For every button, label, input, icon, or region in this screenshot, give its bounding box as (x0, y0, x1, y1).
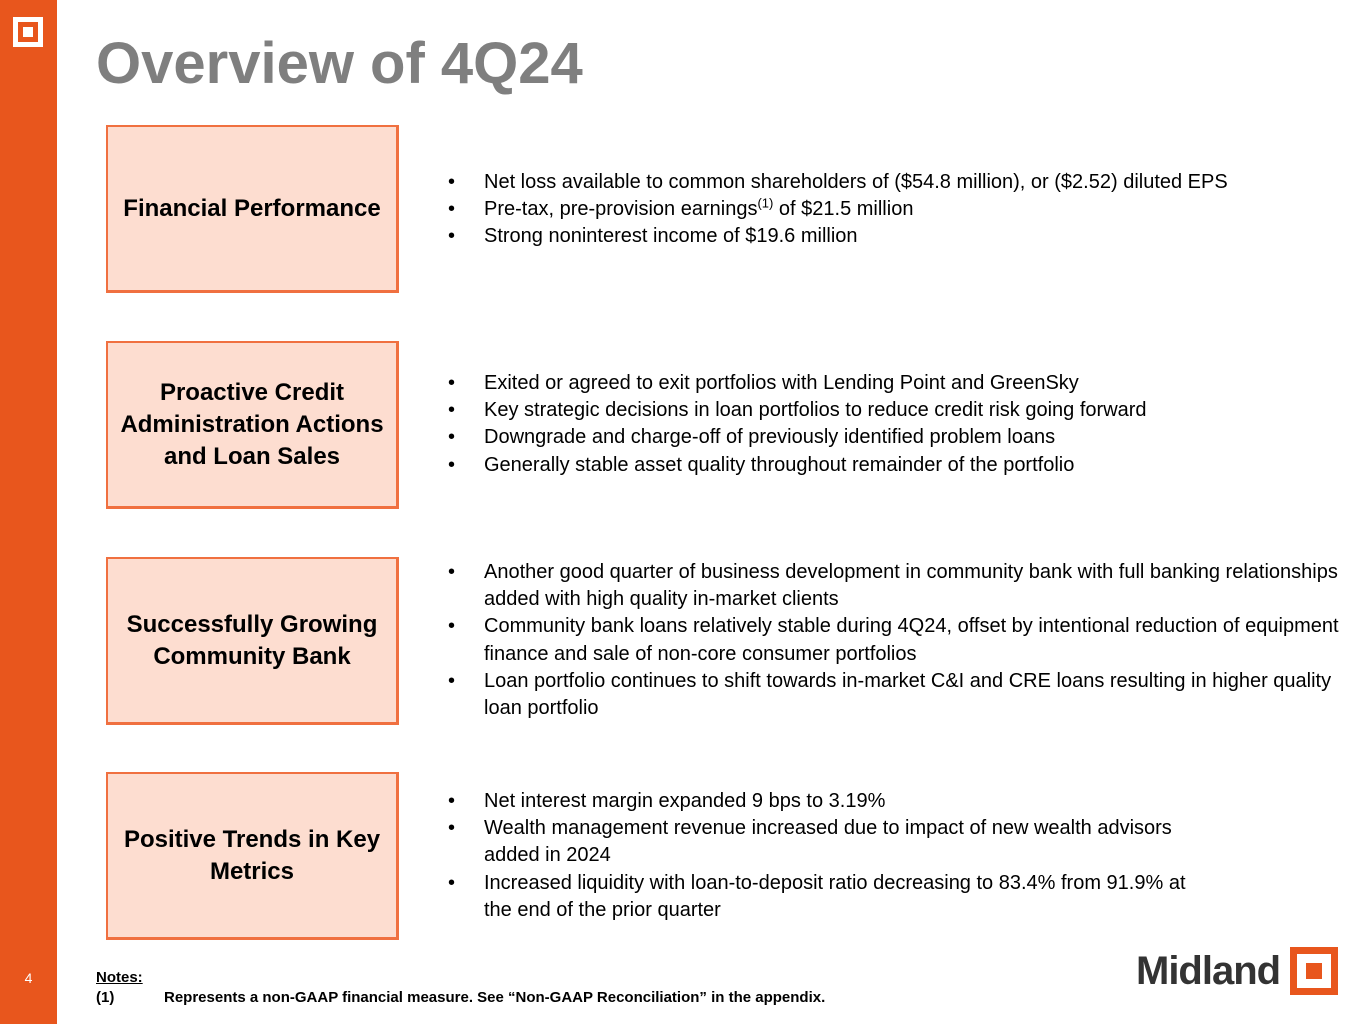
bullet-list-credit-administration (448, 370, 1348, 479)
bullet-item: • Increased liquidity with loan-to-deposit ratio decreasing to 83.4% from 91.9% at the end of the prior quarter (448, 870, 1208, 924)
notes-heading: Notes: (96, 969, 143, 986)
bullet-item: • Another good quarter of business development in community bank with full banking relationships added with high quality in-market clients (448, 559, 1348, 613)
bullet-item: • Exited or agreed to exit portfolios with Lending Point and GreenSky (448, 370, 1348, 397)
page-title: Overview of 4Q24 (96, 31, 583, 96)
bullet-list-financial-performance (448, 169, 1348, 251)
square-logo-icon (13, 17, 43, 47)
footnote-number: (1) (96, 989, 115, 1006)
section-heading-box-financial-performance (106, 125, 399, 293)
square-logo-icon (1290, 947, 1338, 995)
brand-wordmark: Midland (1136, 948, 1281, 993)
section-heading-box-community-bank (106, 557, 399, 725)
bullet-list-key-metrics (448, 788, 1208, 924)
bullet-text: Pre-tax, pre-provision earnings (484, 198, 758, 221)
bullet-item: • Downgrade and charge-off of previously identified problem loans (448, 424, 1348, 451)
section-heading: Financial Performance (123, 194, 381, 222)
bullet-item (448, 196, 1348, 223)
bullet-item: • Net interest margin expanded 9 bps to 3.19% (448, 788, 1208, 815)
midland-logo (1136, 946, 1338, 996)
footnote-marker: (1) (757, 195, 774, 211)
brand-side-bar (0, 0, 57, 1024)
bullet-item: • Net loss available to common shareholders of ($54.8 million), or ($2.52) diluted EPS (448, 169, 1348, 196)
section-heading: Proactive Credit Administration Actions and Loan Sales (120, 378, 384, 470)
section-heading: Successfully Growing Community Bank (126, 610, 378, 670)
notes (96, 968, 825, 1008)
bullet-text: of $21.5 million (773, 198, 914, 221)
page-number: 4 (24, 970, 33, 986)
bullet-item: • Key strategic decisions in loan portfolios to reduce credit risk going forward (448, 397, 1348, 424)
bullet-item: • Wealth management revenue increased due to impact of new wealth advisors added in 2024 (448, 815, 1208, 869)
footnote-text: Represents a non-GAAP financial measure. See “Non-GAAP Reconciliation” in the appendix. (164, 989, 826, 1006)
section-heading-box-key-metrics (106, 772, 399, 940)
bullet-item: • Community bank loans relatively stable during 4Q24, offset by intentional reduction of equipment finance and sale of non-core consumer portfolios (448, 613, 1348, 667)
footnote-line (96, 988, 825, 1008)
section-heading-box-credit-administration (106, 341, 399, 509)
bullet-item: • Strong noninterest income of $19.6 million (448, 223, 1348, 250)
bullet-list-community-bank (448, 559, 1348, 722)
bullet-item: • Loan portfolio continues to shift towards in-market C&I and CRE loans resulting in higher quality loan portfolio (448, 668, 1348, 722)
bullet-item: • Generally stable asset quality throughout remainder of the portfolio (448, 452, 1348, 479)
section-heading: Positive Trends in Key Metrics (123, 825, 381, 885)
